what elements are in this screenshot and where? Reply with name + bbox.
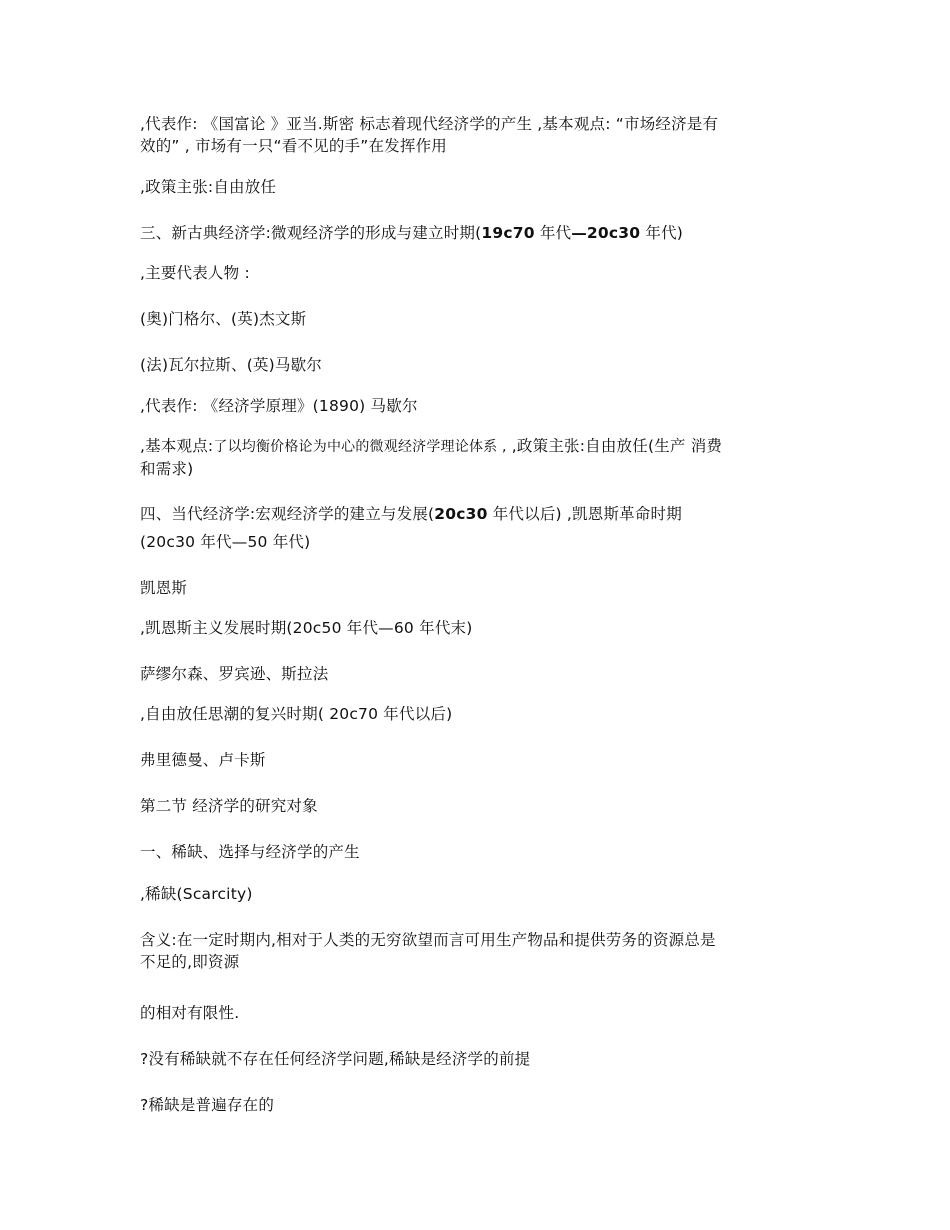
text-line: ,主要代表人物 : xyxy=(140,264,250,282)
heading-text: 年代以后) ,凯恩斯革命时期 xyxy=(487,505,682,523)
text-line: 弗里德曼、卢卡斯 xyxy=(140,751,266,769)
heading-scarcity-choice xyxy=(140,841,830,863)
paragraph-scarcity-premise xyxy=(140,1048,830,1070)
paragraph-representatives xyxy=(140,262,830,284)
text-line: 第二节 经济学的研究对象 xyxy=(140,797,318,815)
paragraph-principles-of-economics xyxy=(140,395,830,417)
heading-text: 年代 xyxy=(534,224,572,242)
text-line: ,代表作: 《经济学原理》(1890) 马歇尔 xyxy=(140,397,418,415)
paragraph-walras-marshall xyxy=(140,354,830,376)
text-line: ,代表作: 《国富论 》亚当.斯密 标志着现代经济学的产生 ,基本观点: “市场经济是有 xyxy=(140,115,719,133)
text-line: ?没有稀缺就不存在任何经济学问题,稀缺是经济学的前提 xyxy=(140,1050,531,1068)
text-line: 萨缪尔森、罗宾逊、斯拉法 xyxy=(140,665,329,683)
text-line: 不足的,即资源 xyxy=(140,953,240,971)
paragraph-keynesian-development xyxy=(140,617,830,639)
text-line: 的相对有限性. xyxy=(140,1004,240,1022)
text-line: ,稀缺(Scarcity) xyxy=(140,885,253,903)
heading-text: 三、新古典经济学:微观经济学的形成与建立时期( xyxy=(140,224,482,242)
heading-text: 年代) xyxy=(640,224,684,242)
text-line: ,政策主张:自由放任 xyxy=(140,178,277,196)
heading-neoclassical-economics xyxy=(140,222,830,244)
paragraph-relative-limitation xyxy=(140,1002,830,1024)
paragraph-samuelson-robinson-sraffa xyxy=(140,663,830,685)
text-line: 一、稀缺、选择与经济学的产生 xyxy=(140,843,360,861)
text-line: ,自由放任思潮的复兴时期( 20c70 年代以后) xyxy=(140,705,453,723)
text-line: 含义:在一定时期内,相对于人类的无穷欲望而言可用生产物品和提供劳务的资源总是 xyxy=(140,931,716,949)
text-span: ,政策主张:自由放任(生产 消费 xyxy=(506,437,723,455)
text-span-small: 了以均衡价格论为中心的微观经济学理论体系 , xyxy=(213,439,507,455)
paragraph-scarcity-definition xyxy=(140,929,830,973)
bold-date: 20c30 xyxy=(434,505,488,523)
paragraph-friedman-lucas xyxy=(140,749,830,771)
paragraph-menger-jevons xyxy=(140,308,830,330)
paragraph-scarcity-universal xyxy=(140,1094,830,1116)
paragraph-keynes xyxy=(140,577,830,599)
bold-date: 19c70 xyxy=(481,224,535,242)
text-line: ,凯恩斯主义发展时期(20c50 年代—60 年代末) xyxy=(140,619,473,637)
text-line: (奥)门格尔、(英)杰文斯 xyxy=(140,310,307,328)
text-line: 和需求) xyxy=(140,460,194,478)
paragraph-wealth-of-nations xyxy=(140,113,830,157)
heading-text: 四、当代经济学:宏观经济学的建立与发展( xyxy=(140,505,435,523)
bold-date: —20c30 xyxy=(571,224,641,242)
heading-section-two xyxy=(140,795,830,817)
heading-contemporary-economics xyxy=(140,503,830,553)
text-line: ?稀缺是普遍存在的 xyxy=(140,1096,275,1114)
text-line xyxy=(140,435,830,458)
text-line: 效的” , 市场有一只“看不见的手”在发挥作用 xyxy=(140,137,447,155)
paragraph-scarcity-term xyxy=(140,883,830,905)
paragraph-laissez-faire-revival xyxy=(140,703,830,725)
text-line: (20c30 年代—50 年代) xyxy=(140,533,311,551)
text-line: 凯恩斯 xyxy=(140,579,188,597)
text-span: ,基本观点: xyxy=(140,437,214,455)
paragraph-basic-view-equilibrium xyxy=(140,435,830,480)
text-line: (法)瓦尔拉斯、(英)马歇尔 xyxy=(140,356,322,374)
paragraph-policy-laissez-faire xyxy=(140,176,830,198)
text-line xyxy=(140,503,830,525)
